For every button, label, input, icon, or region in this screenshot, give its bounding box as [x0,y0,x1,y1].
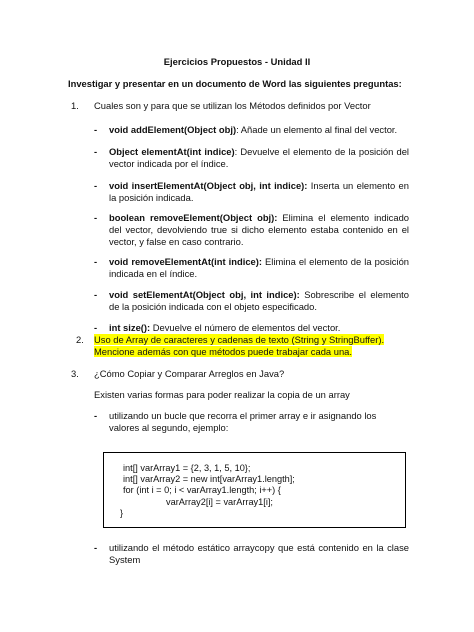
q1-number: 1. [71,100,79,111]
q3-text: ¿Cómo Copiar y Comparar Arreglos en Java? [94,368,285,379]
q2-number: 2. [76,334,84,345]
method-item [109,256,409,280]
code-line: } [120,508,124,518]
bullet-marker: - [94,410,98,421]
bullet-marker: - [94,289,98,300]
bullet-marker: - [94,212,98,223]
bullet-marker: - [94,180,98,191]
method-name: Object elementAt(int indice) [109,146,235,157]
q2-text [94,334,414,358]
method-desc: : Devuelve el elemento de la posición del vector indicada por el índice. [109,146,409,170]
q3-bullet1: utilizando un bucle que recorra el primer array e ir asignando los valores al segundo, ejemplo: [109,410,377,434]
bullet-marker: - [94,146,98,157]
bullet-marker: - [94,542,98,553]
method-item [109,289,409,313]
method-item [109,322,409,334]
method-name: int size(): [109,322,151,333]
method-item [109,124,409,136]
code-line: int[] varArray2 = new int[varArray1.length]; [123,474,295,484]
method-desc: Elimina el elemento de la posición indicada en el índice. [109,256,409,280]
q3-intro: Existen varias formas para poder realizar la copia de un array [94,389,350,400]
method-desc: Devuelve el número de elementos del vector. [150,322,341,333]
method-desc: Inserta un elemento en la posición indicada. [109,180,409,204]
code-line: for (int i = 0; i < varArray1.length; i++) { [123,485,281,495]
method-desc: Elimina el elemento indicado del vector, devolviendo true si dicho elemento estaba contenido en el vector, y false en caso contrario. [109,212,409,248]
method-name: void addElement(Object obj) [109,124,237,135]
bullet-marker: - [94,322,98,333]
method-desc: : Añade un elemento al final del vector. [236,124,398,135]
code-line: int[] varArray1 = {2, 3, 1, 5, 10}; [123,463,251,473]
document-subtitle: Investigar y presentar en un documento de Word las siguientes preguntas: [68,78,402,89]
method-desc: Sobrescribe el elemento de la posición indicada con el objeto especificado. [109,289,409,313]
method-name: void setElementAt(Object obj, int indice): [109,289,300,300]
method-item [109,212,409,249]
code-line: varArray2[i] = varArray1[i]; [166,497,273,507]
method-name: void insertElementAt(Object obj, int indice): [109,180,308,191]
bullet-marker: - [94,256,98,267]
code-example-box [103,452,406,528]
q2-line1: Uso de Array de caracteres y cadenas de texto (String y StringBuffer). [94,334,385,345]
method-item [109,180,409,204]
method-name: boolean removeElement(Object obj): [109,212,278,223]
q1-text: Cuales son y para que se utilizan los Métodos definidos por Vector [94,100,371,111]
q2-line2: Mencione además con que métodos puede trabajar cada una. [94,346,352,358]
q3-number: 3. [71,368,79,379]
bullet-marker: - [94,124,98,135]
q3-bullet2: utilizando el método estático arraycopy que está contenido en la clase System [109,542,409,566]
document-title: Ejercicios Propuestos - Unidad II [163,56,311,67]
method-name: void removeElementAt(int indice): [109,256,262,267]
method-item [109,146,409,170]
